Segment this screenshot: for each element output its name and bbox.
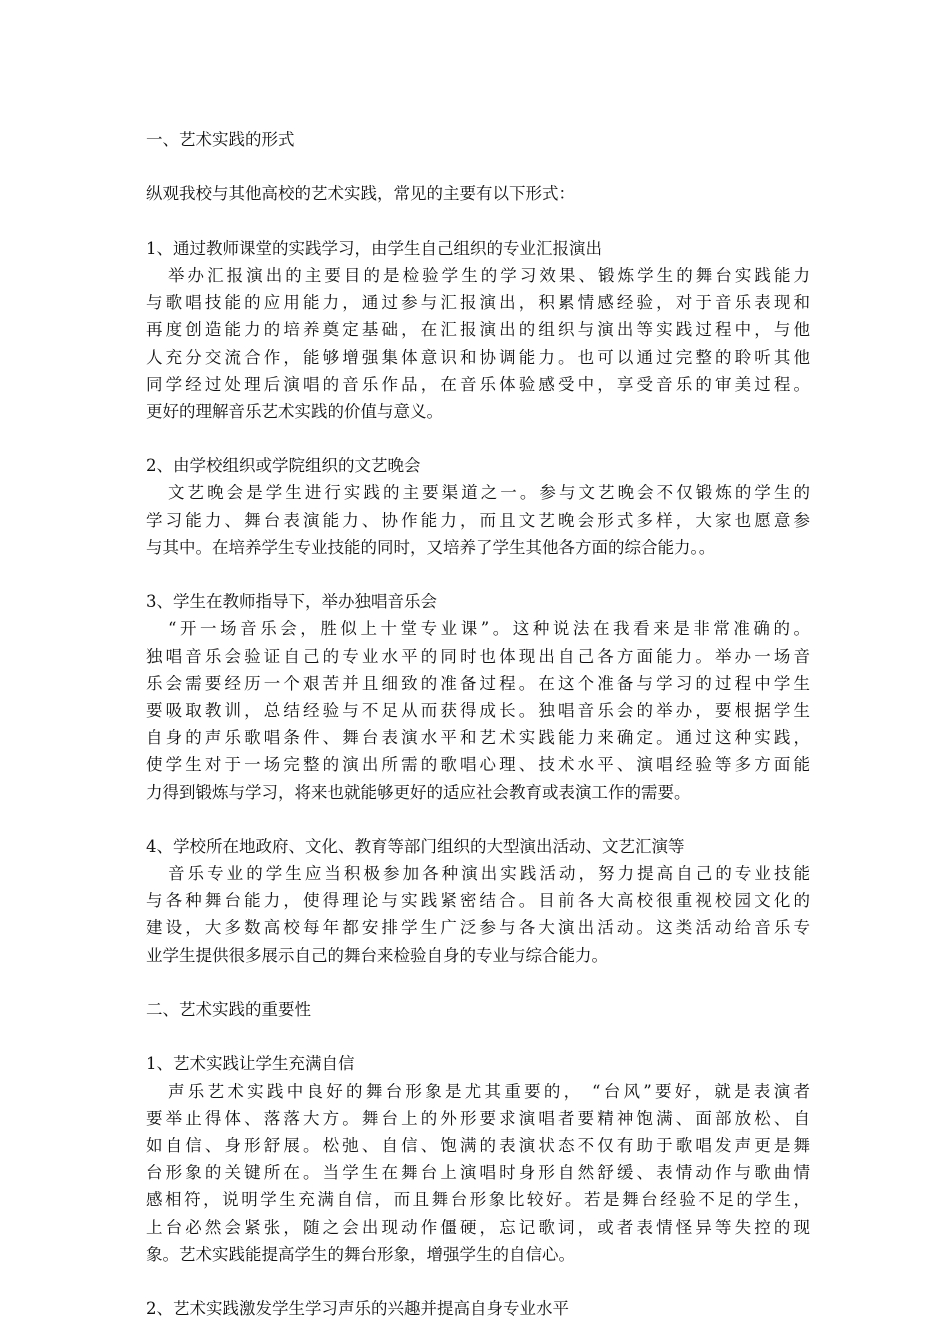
paragraph-line: 感相符，说明学生充满自信，而且舞台形象比较好。若是舞台经验不足的学生， bbox=[146, 1190, 810, 1210]
paragraph-line: 乐会需要经历一个艰苦并且细致的准备过程。在这个准备与学习的过程中学生 bbox=[146, 673, 810, 693]
item-title: 2、由学校组织或学院组织的文艺晚会 bbox=[146, 456, 421, 476]
paragraph-line: 使学生对于一场完整的演出所需的歌唱心理、技术水平、演唱经验等多方面能 bbox=[146, 755, 810, 775]
paragraph-line: 同学经过处理后演唱的音乐作品，在音乐体验感受中，享受音乐的审美过程。 bbox=[146, 374, 810, 394]
item-title: 1、通过教师课堂的实践学习，由学生自己组织的专业汇报演出 bbox=[146, 238, 602, 258]
paragraph-line: 要举止得体、落落大方。舞台上的外形要求演唱者要精神饱满、面部放松、自 bbox=[146, 1108, 810, 1128]
paragraph-line: “开一场音乐会，胜似上十堂专业课”。这种说法在我看来是非常准确的。 bbox=[168, 619, 810, 639]
paragraph-line: 台形象的关键所在。当学生在舞台上演唱时身形自然舒缓、表情动作与歌曲情 bbox=[146, 1163, 810, 1183]
spacer bbox=[146, 969, 810, 996]
paragraph-line: 更好的理解音乐艺术实践的价值与意义。 bbox=[146, 401, 443, 421]
item-title: 4、学校所在地政府、文化、教育等部门组织的大型演出活动、文艺汇演等 bbox=[146, 836, 685, 856]
section-heading-2: 二、艺术实践的重要性 bbox=[146, 1000, 311, 1019]
paragraph-line: 与歌唱技能的应用能力，通过参与汇报演出，积累情感经验，对于音乐表现和 bbox=[146, 293, 810, 313]
item-title: 1、艺术实践让学生充满自信 bbox=[146, 1054, 355, 1074]
spacer bbox=[146, 1268, 810, 1295]
paragraph-line: 如自信、身形舒展。松弛、自信、饱满的表演状态不仅有助于歌唱发声更是舞 bbox=[146, 1135, 810, 1155]
paragraph-line: 再度创造能力的培养奠定基础，在汇报演出的组织与演出等实践过程中，与他 bbox=[146, 320, 810, 340]
paragraph-line: 象。艺术实践能提高学生的舞台形象，增强学生的自信心。 bbox=[146, 1244, 575, 1264]
paragraph-line: 声乐艺术实践中良好的舞台形象是尤其重要的， “台风”要好，就是表演者 bbox=[168, 1081, 810, 1101]
spacer bbox=[146, 806, 810, 833]
paragraph-line: 举办汇报演出的主要目的是检验学生的学习效果、锻炼学生的舞台实践能力 bbox=[168, 265, 810, 285]
spacer bbox=[146, 561, 810, 588]
paragraph-line: 自身的声乐歌唱条件、舞台表演水平和艺术实践能力来确定。通过这种实践， bbox=[146, 728, 810, 748]
paragraph-line: 与其中。在培养学生专业技能的同时，又培养了学生其他各方面的综合能力。。 bbox=[146, 537, 716, 557]
spacer bbox=[146, 153, 810, 180]
paragraph-line: 音乐专业的学生应当积极参加各种演出实践活动，努力提高自己的专业技能 bbox=[168, 864, 810, 884]
document-body bbox=[146, 126, 810, 1322]
paragraph-line: 建设，大多数高校每年都安排学生广泛参与各大演出活动。这类活动给音乐专 bbox=[146, 918, 810, 938]
spacer bbox=[146, 1023, 810, 1050]
paragraph-line: 力得到锻炼与学习，将来也就能够更好的适应社会教育或表演工作的需要。 bbox=[146, 782, 691, 802]
item-title: 2、艺术实践激发学生学习声乐的兴趣并提高自身专业水平 bbox=[146, 1299, 569, 1319]
section-intro: 纵观我校与其他高校的艺术实践，常见的主要有以下形式： bbox=[146, 184, 575, 204]
spacer bbox=[146, 208, 810, 235]
paragraph-line: 业学生提供很多展示自己的舞台来检验自身的专业与综合能力。 bbox=[146, 945, 608, 965]
spacer bbox=[146, 425, 810, 452]
paragraph-line: 独唱音乐会验证自己的专业水平的同时也体现出自己各方面能力。举办一场音 bbox=[146, 646, 810, 666]
paragraph-line: 与各种舞台能力，使得理论与实践紧密结合。目前各大高校很重视校园文化的 bbox=[146, 891, 810, 911]
paragraph-line: 要吸取教训，总结经验与不足从而获得成长。独唱音乐会的举办，要根据学生 bbox=[146, 700, 810, 720]
item-title: 3、学生在教师指导下，举办独唱音乐会 bbox=[146, 592, 437, 612]
paragraph-line: 学习能力、舞台表演能力、协作能力，而且文艺晚会形式多样，大家也愿意参 bbox=[146, 510, 810, 530]
paragraph-line: 文艺晚会是学生进行实践的主要渠道之一。参与文艺晚会不仅锻炼的学生的 bbox=[168, 483, 810, 503]
paragraph-line: 上台必然会紧张，随之会出现动作僵硬，忘记歌词，或者表情怪异等失控的现 bbox=[146, 1217, 810, 1237]
paragraph-line: 人充分交流合作，能够增强集体意识和协调能力。也可以通过完整的聆听其他 bbox=[146, 347, 810, 367]
section-heading-1: 一、艺术实践的形式 bbox=[146, 130, 295, 149]
